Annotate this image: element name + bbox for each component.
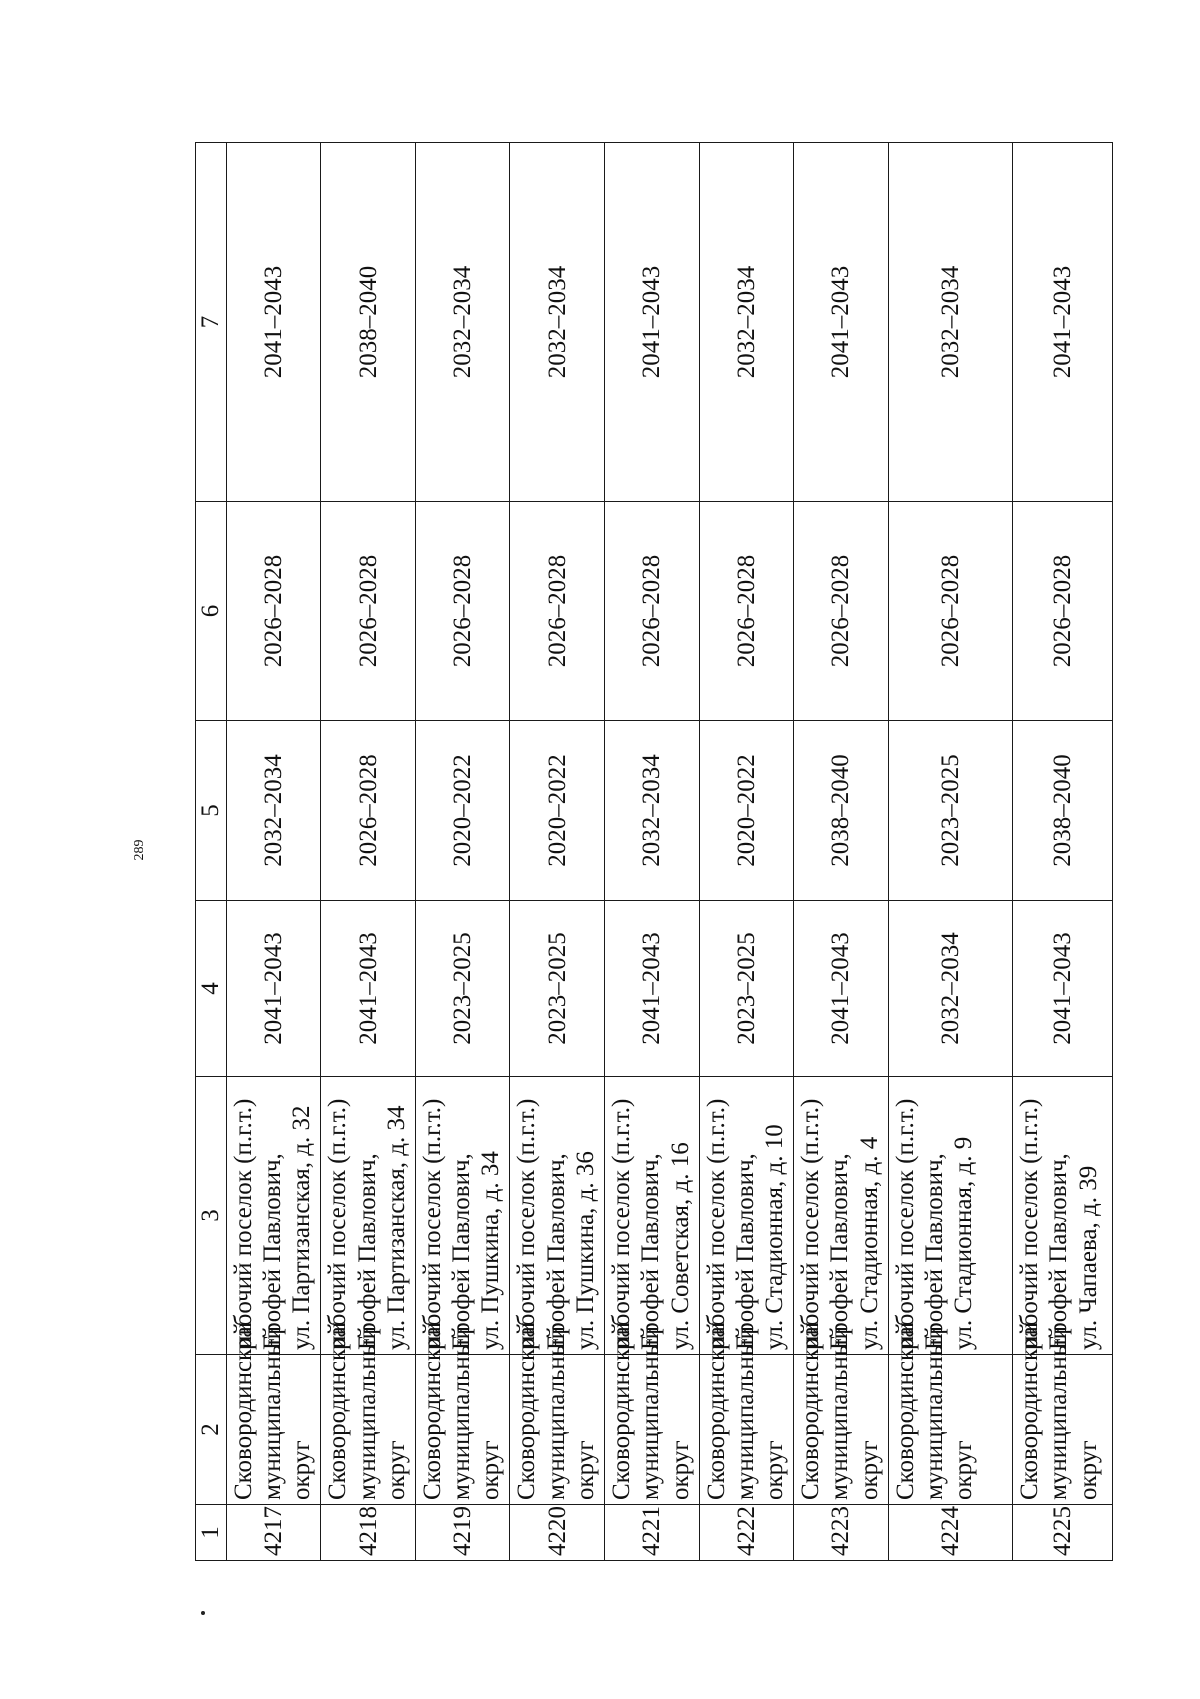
page-number: 289 <box>132 839 147 861</box>
municipality-line: округ <box>382 1440 410 1500</box>
address-line: Ерофей Павлович, <box>259 1153 287 1350</box>
address-cell <box>1013 1077 1113 1355</box>
municipality-cell <box>888 1322 1012 1505</box>
municipality-line: округ <box>1074 1440 1102 1500</box>
address-cell <box>888 1077 1012 1355</box>
municipality-line: муниципальный <box>353 1326 381 1500</box>
municipality-line: муниципальный <box>542 1326 570 1500</box>
scan-dot <box>201 1611 205 1615</box>
address-line: рабочий поселок (п.г.т.) <box>608 1098 636 1350</box>
municipality-line: округ <box>571 1440 599 1500</box>
address-cell <box>605 1077 700 1355</box>
municipality-line: муниципальный <box>448 1326 476 1500</box>
row-number: 4225 <box>1013 1505 1113 1561</box>
period-cell-c6: 2026–2028 <box>1013 502 1113 721</box>
address-line: рабочий поселок (п.г.т.) <box>702 1098 730 1350</box>
address-line: рабочий поселок (п.г.т.) <box>1016 1098 1044 1350</box>
municipality-line: Сковородинский <box>702 1322 730 1500</box>
header-cell-1: 1 <box>196 1505 227 1561</box>
address-cell <box>415 1077 510 1355</box>
address-line: рабочий поселок (п.г.т.) <box>513 1098 541 1350</box>
period-cell-c5: 2032–2034 <box>605 721 700 901</box>
municipality-line: Сковородинский <box>891 1322 919 1500</box>
period-cell-c5: 2023–2025 <box>888 721 1012 901</box>
table-row <box>1013 143 1113 1561</box>
municipality-line: округ <box>288 1440 316 1500</box>
period-cell-c5: 2020–2022 <box>699 721 794 901</box>
address-line: ул. Стадионная, д. 4 <box>855 1136 883 1350</box>
period-cell-c6: 2026–2028 <box>605 502 700 721</box>
municipality-cell <box>321 1322 416 1505</box>
period-cell-c5: 2038–2040 <box>794 721 889 901</box>
municipality-line: Сковородинский <box>1016 1322 1044 1500</box>
period-cell-c4: 2023–2025 <box>415 901 510 1077</box>
header-row <box>196 143 227 1561</box>
header-cell-3: 3 <box>196 1077 227 1355</box>
address-line: ул. Пушкина, д. 34 <box>477 1151 505 1350</box>
row-number: 4223 <box>794 1505 889 1561</box>
address-line: Ерофей Павлович, <box>826 1153 854 1350</box>
municipality-cell <box>226 1322 321 1505</box>
address-cell <box>510 1077 605 1355</box>
municipality-line: Сковородинский <box>229 1322 257 1500</box>
period-cell-c7: 2041–2043 <box>605 143 700 502</box>
period-cell-c5: 2020–2022 <box>510 721 605 901</box>
table-row <box>794 143 889 1561</box>
table-row <box>888 143 1012 1561</box>
municipality-line: муниципальный <box>637 1326 665 1500</box>
period-cell-c4: 2023–2025 <box>699 901 794 1077</box>
municipality-cell <box>510 1322 605 1505</box>
period-cell-c7: 2032–2034 <box>888 143 1012 502</box>
address-cell <box>321 1077 416 1355</box>
municipality-line: округ <box>950 1440 978 1500</box>
schedule-table <box>195 142 1113 1561</box>
address-line: рабочий поселок (п.г.т.) <box>418 1098 446 1350</box>
address-line: Ерофей Павлович, <box>1045 1153 1073 1350</box>
municipality-line: Сковородинский <box>797 1322 825 1500</box>
header-cell-4: 4 <box>196 901 227 1077</box>
address-line: рабочий поселок (п.г.т.) <box>797 1098 825 1350</box>
municipality-line: муниципальный <box>826 1326 854 1500</box>
period-cell-c7: 2038–2040 <box>321 143 416 502</box>
address-line: Ерофей Павлович, <box>542 1153 570 1350</box>
municipality-line: Сковородинский <box>608 1322 636 1500</box>
municipality-line: муниципальный <box>731 1326 759 1500</box>
row-number: 4218 <box>321 1505 416 1561</box>
address-line: ул. Партизанская, д. 34 <box>382 1105 410 1350</box>
period-cell-c7: 2032–2034 <box>415 143 510 502</box>
table-row <box>321 143 416 1561</box>
address-line: ул. Стадионная, д. 9 <box>950 1136 978 1350</box>
header-cell-6: 6 <box>196 502 227 721</box>
rotated-table-wrapper <box>195 143 1113 1561</box>
period-cell-c5: 2038–2040 <box>1013 721 1113 901</box>
address-line: рабочий поселок (п.г.т.) <box>229 1098 257 1350</box>
row-number: 4220 <box>510 1505 605 1561</box>
period-cell-c4: 2041–2043 <box>321 901 416 1077</box>
municipality-line: Сковородинский <box>513 1322 541 1500</box>
period-cell-c6: 2026–2028 <box>888 502 1012 721</box>
address-line: ул. Пушкина, д. 36 <box>571 1151 599 1350</box>
period-cell-c7: 2041–2043 <box>226 143 321 502</box>
period-cell-c4: 2041–2043 <box>605 901 700 1077</box>
address-line: Ерофей Павлович, <box>637 1153 665 1350</box>
municipality-line: муниципальный <box>259 1326 287 1500</box>
municipality-line: округ <box>666 1440 694 1500</box>
period-cell-c6: 2026–2028 <box>699 502 794 721</box>
row-number: 4219 <box>415 1505 510 1561</box>
period-cell-c6: 2026–2028 <box>510 502 605 721</box>
address-line: Ерофей Павлович, <box>920 1153 948 1350</box>
municipality-line: округ <box>761 1440 789 1500</box>
period-cell-c5: 2020–2022 <box>415 721 510 901</box>
row-number: 4224 <box>888 1505 1012 1561</box>
municipality-line: муниципальный <box>920 1326 948 1500</box>
table-row <box>510 143 605 1561</box>
header-cell-5: 5 <box>196 721 227 901</box>
municipality-line: Сковородинский <box>418 1322 446 1500</box>
address-line: Ерофей Павлович, <box>448 1153 476 1350</box>
address-line: ул. Советская, д. 16 <box>666 1142 694 1350</box>
row-number: 4217 <box>226 1505 321 1561</box>
period-cell-c7: 2041–2043 <box>794 143 889 502</box>
period-cell-c4: 2041–2043 <box>1013 901 1113 1077</box>
period-cell-c6: 2026–2028 <box>794 502 889 721</box>
period-cell-c5: 2032–2034 <box>226 721 321 901</box>
municipality-cell <box>605 1322 700 1505</box>
table-row <box>415 143 510 1561</box>
period-cell-c4: 2032–2034 <box>888 901 1012 1077</box>
row-number: 4221 <box>605 1505 700 1561</box>
period-cell-c6: 2026–2028 <box>321 502 416 721</box>
address-line: ул. Стадионная, д. 10 <box>761 1124 789 1350</box>
address-line: рабочий поселок (п.г.т.) <box>891 1098 919 1350</box>
period-cell-c7: 2041–2043 <box>1013 143 1113 502</box>
address-cell <box>699 1077 794 1355</box>
municipality-line: округ <box>477 1440 505 1500</box>
header-cell-7: 7 <box>196 143 227 502</box>
header-cell-2: 2 <box>196 1355 227 1505</box>
period-cell-c6: 2026–2028 <box>415 502 510 721</box>
table-row <box>226 143 321 1561</box>
period-cell-c7: 2032–2034 <box>699 143 794 502</box>
period-cell-c5: 2026–2028 <box>321 721 416 901</box>
address-line: Ерофей Павлович, <box>353 1153 381 1350</box>
municipality-cell <box>794 1322 889 1505</box>
address-line: ул. Партизанская, д. 32 <box>288 1105 316 1350</box>
municipality-line: муниципальный <box>1045 1326 1073 1500</box>
municipality-cell <box>1013 1322 1113 1505</box>
municipality-cell <box>699 1322 794 1505</box>
period-cell-c7: 2032–2034 <box>510 143 605 502</box>
address-line: рабочий поселок (п.г.т.) <box>324 1098 352 1350</box>
municipality-line: Сковородинский <box>324 1322 352 1500</box>
address-line: Ерофей Павлович, <box>731 1153 759 1350</box>
row-number: 4222 <box>699 1505 794 1561</box>
address-cell <box>794 1077 889 1355</box>
municipality-line: округ <box>855 1440 883 1500</box>
period-cell-c4: 2041–2043 <box>794 901 889 1077</box>
address-line: ул. Чапаева, д. 39 <box>1074 1165 1102 1350</box>
period-cell-c6: 2026–2028 <box>226 502 321 721</box>
period-cell-c4: 2023–2025 <box>510 901 605 1077</box>
table-row <box>605 143 700 1561</box>
address-cell <box>226 1077 321 1355</box>
table-row <box>699 143 794 1561</box>
municipality-cell <box>415 1322 510 1505</box>
period-cell-c4: 2041–2043 <box>226 901 321 1077</box>
